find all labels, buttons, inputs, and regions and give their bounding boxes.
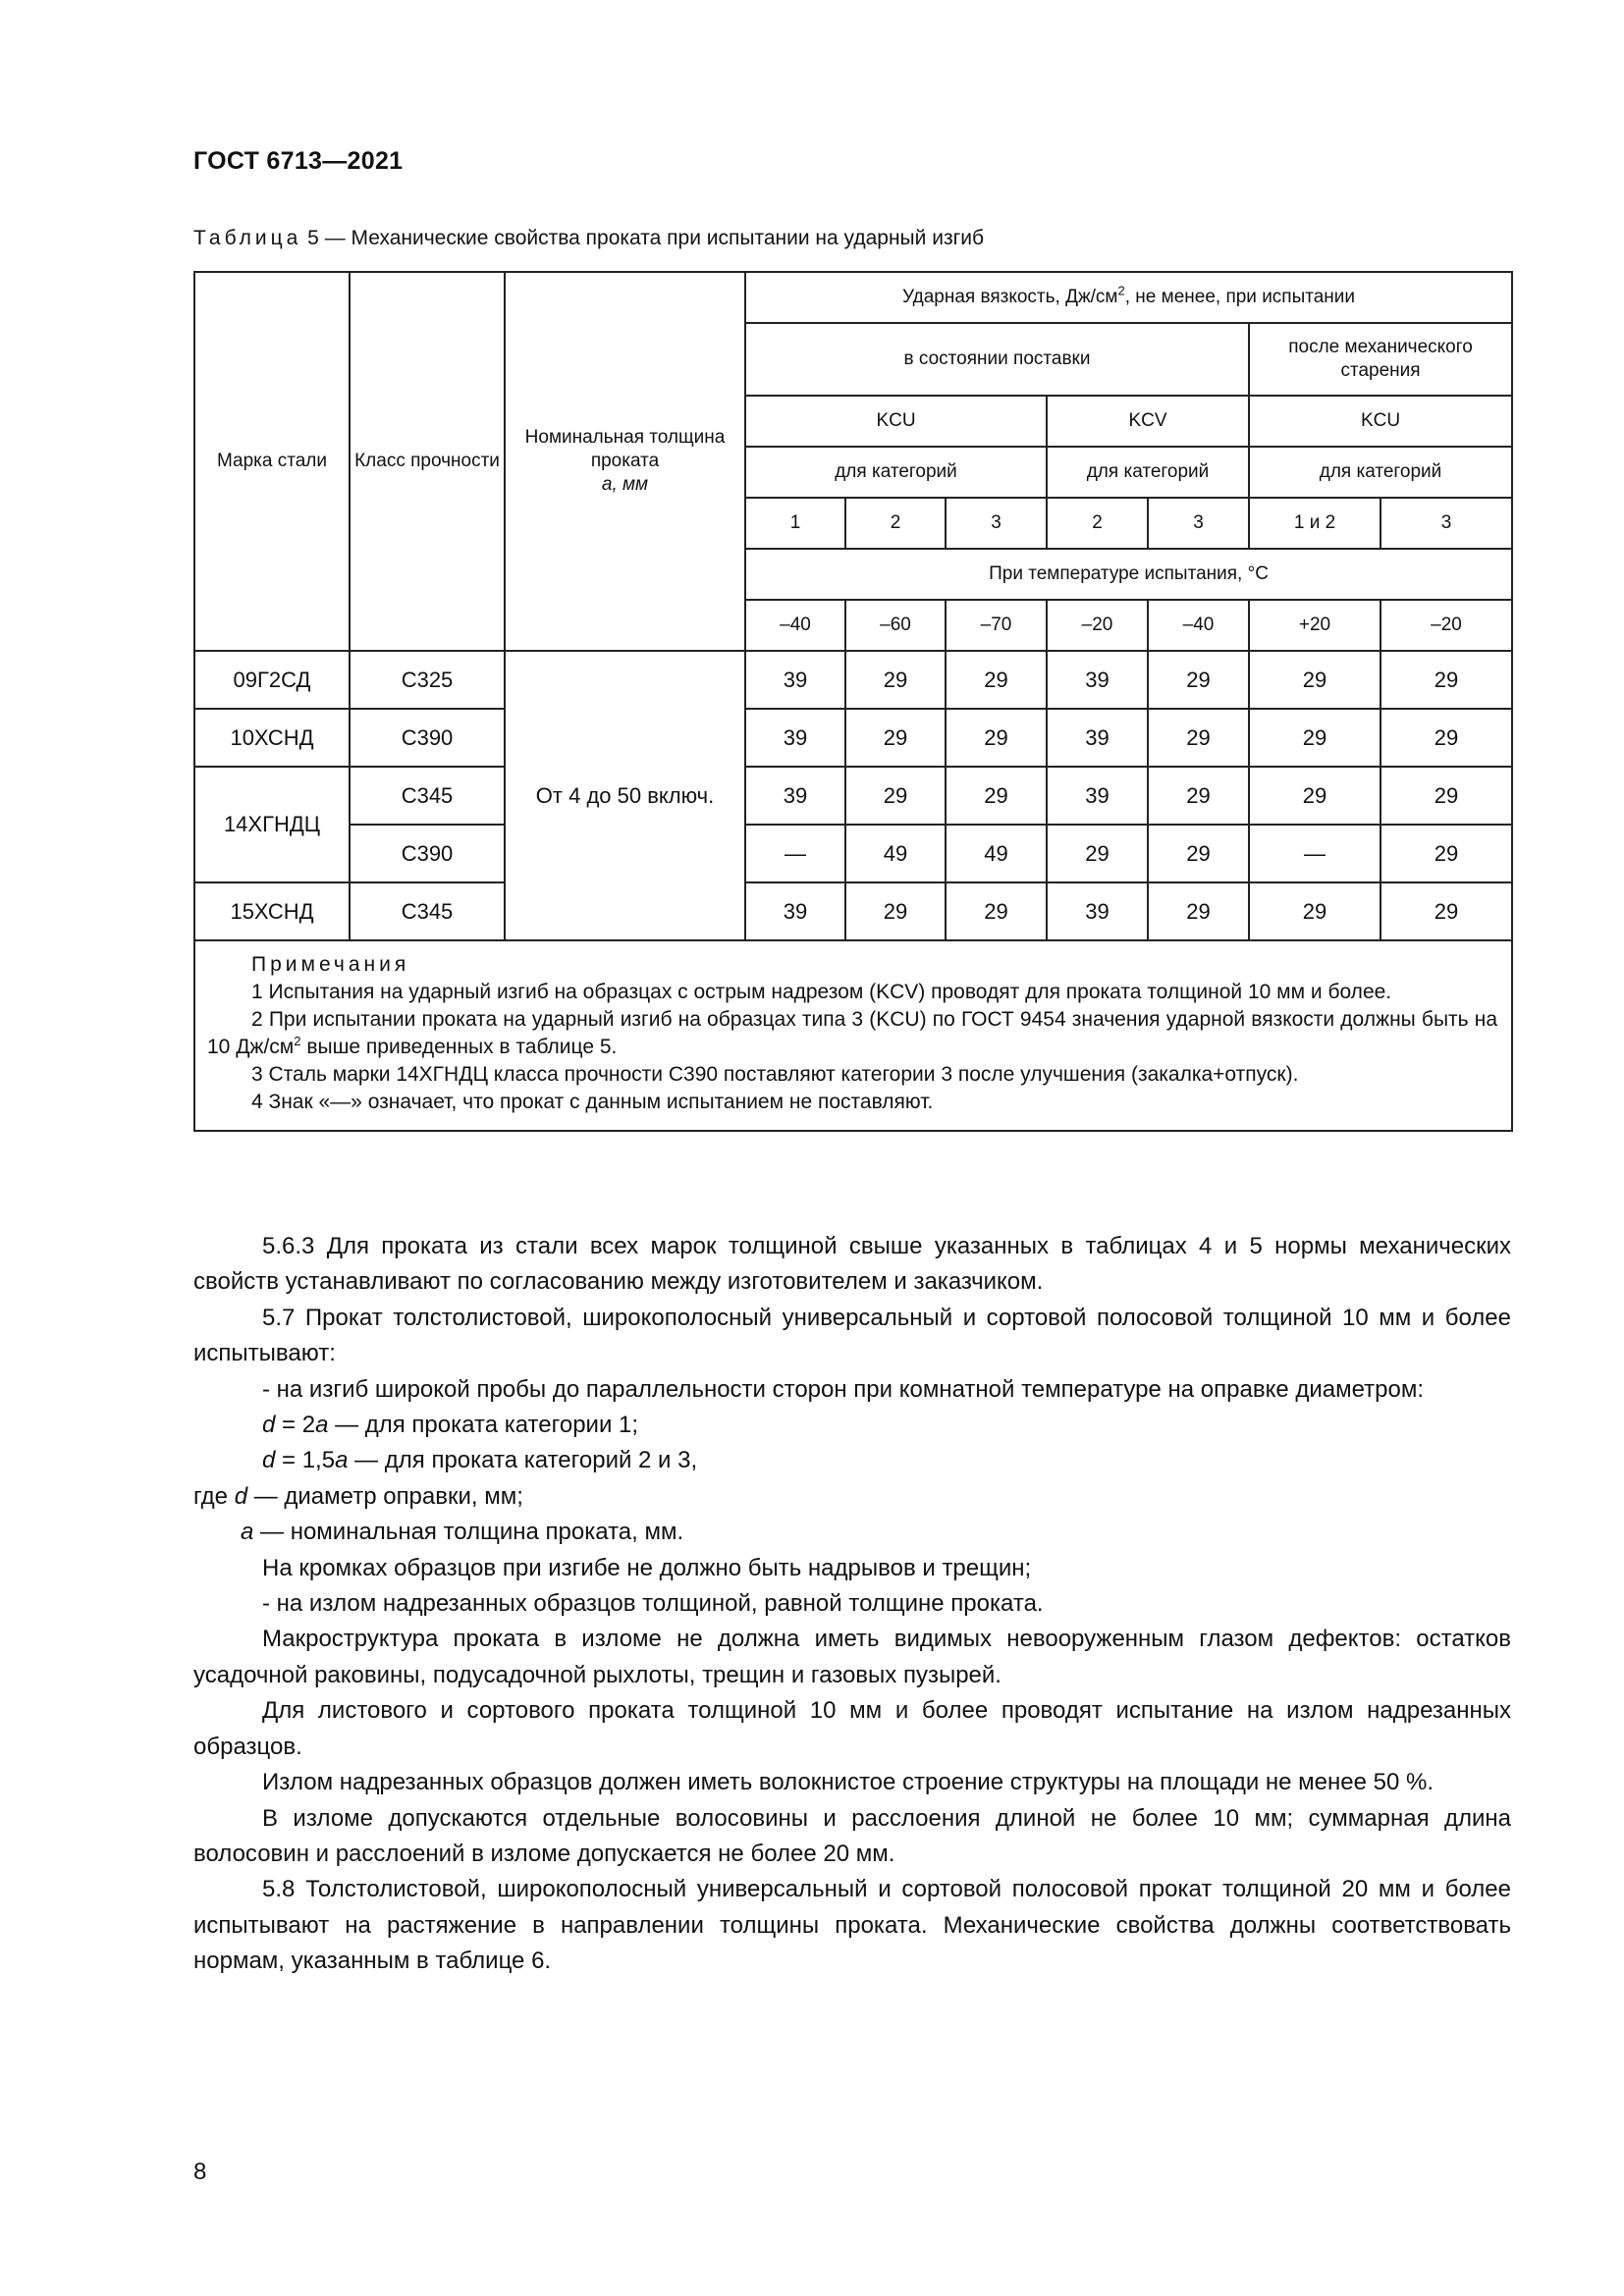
value-cell: 29 <box>946 882 1047 940</box>
category-cell: 1 и 2 <box>1249 498 1380 549</box>
formula-var-a: a <box>335 1447 349 1474</box>
temperature-cell: –70 <box>946 600 1047 651</box>
note-2 <box>207 1006 1497 1061</box>
table-caption-label: Таблица <box>193 227 302 249</box>
formula-var-d: d <box>234 1482 248 1510</box>
value-cell: 29 <box>946 767 1047 825</box>
value-cell: 29 <box>1249 651 1380 709</box>
class-cell: С325 <box>350 651 505 709</box>
type-kcu-delivery: KCU <box>745 396 1047 447</box>
where-text: — диаметр оправки, мм; <box>247 1482 523 1510</box>
grade-cell: 10ХСНД <box>194 709 350 767</box>
value-cell: 29 <box>1380 767 1512 825</box>
temperature-cell: –60 <box>845 600 946 651</box>
formula-var-d: d <box>262 1447 276 1474</box>
value-cell: 29 <box>1148 709 1249 767</box>
paragraph-fracture-test: Для листового и сортового проката толщиной 10 мм и более проводят испытание на излом надрезанных образцов. <box>193 1697 1511 1760</box>
category-cell: 3 <box>1380 498 1512 549</box>
note-2-text: 2 При испытании проката на ударный изгиб на образцах типа 3 (KCU) по ГОСТ 9454 значения ударной вязкости должны быть на 10 Дж/см <box>207 1008 1498 1058</box>
value-cell: 39 <box>745 709 845 767</box>
document-header: ГОСТ 6713—2021 <box>193 147 404 175</box>
cond-aging: после механического старения <box>1249 323 1512 396</box>
cond-delivery: в состоянии поставки <box>745 323 1249 396</box>
paragraph-5-8: 5.8 Толстолистовой, широкополосный универсальный и сортовой полосовой прокат толщиной 20 мм и более испытывают на растяжение в направлении толщины проката. Механические свойства должны соответствовать нормам, указанным в таблице 6. <box>193 1876 1511 1975</box>
value-cell: 29 <box>1380 825 1512 882</box>
value-cell: 29 <box>1380 651 1512 709</box>
paragraph-defects: В изломе допускаются отдельные волосовины и расслоения длиной не более 10 мм; суммарная длина волосовин и расслоений в изломе допускается не более 20 мм. <box>193 1804 1511 1867</box>
paragraph-5-7: 5.7 Прокат толстолистовой, широкополосный универсальный и сортовой полосовой толщиной 10 мм и более испытывают: <box>193 1304 1511 1367</box>
formula-text: = 1,5 <box>275 1447 336 1474</box>
for-categories-1: для категорий <box>745 447 1047 498</box>
category-cell: 3 <box>946 498 1047 549</box>
formula-d-1-5a <box>193 1443 1511 1478</box>
type-kcv-delivery: KCV <box>1047 396 1249 447</box>
col-header-thickness-label: Номинальная толщина проката <box>524 427 726 472</box>
where-text: где <box>193 1482 235 1510</box>
note-3: 3 Сталь марки 14ХГНДЦ класса прочности С390 поставляют категории 3 после улучшения (закалка+отпуск). <box>251 1063 1299 1086</box>
note-1: 1 Испытания на ударный изгиб на образцах с острым надрезом (KCV) проводят для проката толщиной 10 мм и более. <box>251 981 1392 1003</box>
value-cell: 39 <box>1047 767 1148 825</box>
table-row <box>194 709 1512 767</box>
body-text <box>193 1229 1511 1980</box>
value-cell: 29 <box>845 651 946 709</box>
impact-header <box>745 272 1512 323</box>
for-categories-2: для категорий <box>1047 447 1249 498</box>
impact-header-text: Ударная вязкость, Дж/см <box>902 287 1118 308</box>
formula-d-2a <box>193 1408 1511 1443</box>
temperature-cell: –40 <box>1148 600 1249 651</box>
where-d <box>193 1479 1511 1515</box>
grade-cell: 14ХГНДЦ <box>194 767 350 882</box>
category-cell: 3 <box>1148 498 1249 549</box>
table-row <box>194 825 1512 882</box>
impact-header-tail: , не менее, при испытании <box>1124 287 1356 308</box>
value-cell: 29 <box>1148 651 1249 709</box>
value-cell: 39 <box>1047 882 1148 940</box>
value-cell: 29 <box>1249 709 1380 767</box>
temperature-header: При температуре испытания, °С <box>745 549 1512 600</box>
paragraph-fibrous: Излом надрезанных образцов должен иметь волокнистое строение структуры на площади не менее 50 %. <box>262 1769 1435 1796</box>
class-cell: С390 <box>350 825 505 882</box>
value-cell: 39 <box>745 767 845 825</box>
value-cell: 29 <box>1148 882 1249 940</box>
paragraph-macrostructure: Макроструктура проката в изломе не должна иметь видимых невооруженным глазом дефектов: остатков усадочной раковины, подусадочной рыхлоты, трещин и газовых пузырей. <box>193 1626 1511 1688</box>
temperature-cell: –20 <box>1380 600 1512 651</box>
value-cell: 49 <box>946 825 1047 882</box>
class-cell: С345 <box>350 882 505 940</box>
grade-cell: 15ХСНД <box>194 882 350 940</box>
value-cell: 29 <box>845 767 946 825</box>
table-caption <box>193 227 984 250</box>
category-cell: 1 <box>745 498 845 549</box>
formula-text: — для проката категорий 2 и 3, <box>348 1447 698 1474</box>
value-cell: 39 <box>745 882 845 940</box>
formula-var-a: a <box>315 1412 329 1439</box>
value-cell: 39 <box>1047 709 1148 767</box>
value-cell: 29 <box>1380 709 1512 767</box>
table-row <box>194 767 1512 825</box>
for-categories-3: для категорий <box>1249 447 1512 498</box>
col-header-grade: Марка стали <box>194 272 350 651</box>
value-cell: 29 <box>946 651 1047 709</box>
table-notes <box>194 940 1512 1131</box>
paragraph-5-6-3: 5.6.3 Для проката из стали всех марок толщиной свыше указанных в таблицах 4 и 5 нормы механических свойств устанавливают по согласованию между изготовителем и заказчиком. <box>193 1233 1511 1296</box>
impact-header-sup: 2 <box>1117 283 1125 298</box>
value-cell: — <box>1249 825 1380 882</box>
note-4: 4 Знак «—» означает, что прокат с данным испытанием не поставляют. <box>251 1091 934 1113</box>
value-cell: 29 <box>845 882 946 940</box>
value-cell: 29 <box>1148 767 1249 825</box>
formula-text: — для проката категории 1; <box>328 1412 639 1439</box>
type-kcu-aging: KCU <box>1249 396 1512 447</box>
paragraph-fracture: - на излом надрезанных образцов толщиной, равной толщине проката. <box>262 1590 1044 1618</box>
paragraph-bend-test: - на изгиб широкой пробы до параллельности сторон при комнатной температуре на оправке диаметром: <box>262 1375 1425 1403</box>
category-cell: 2 <box>1047 498 1148 549</box>
value-cell: 29 <box>845 709 946 767</box>
temperature-cell: –40 <box>745 600 845 651</box>
page-number: 8 <box>193 2159 207 2185</box>
thickness-cell: От 4 до 50 включ. <box>505 651 745 940</box>
note-2-sup: 2 <box>294 1034 301 1048</box>
class-cell: С345 <box>350 767 505 825</box>
temperature-cell: +20 <box>1249 600 1380 651</box>
col-header-class: Класс прочности <box>350 272 505 651</box>
table-row <box>194 882 1512 940</box>
value-cell: 29 <box>1249 882 1380 940</box>
value-cell: 39 <box>1047 651 1148 709</box>
where-a <box>193 1515 1511 1550</box>
value-cell: 29 <box>1148 825 1249 882</box>
grade-cell: 09Г2СД <box>194 651 350 709</box>
temperature-cell: –20 <box>1047 600 1148 651</box>
value-cell: 29 <box>1380 882 1512 940</box>
value-cell: — <box>745 825 845 882</box>
value-cell: 39 <box>745 651 845 709</box>
notes-title: Примечания <box>251 953 410 976</box>
formula-var-a: a <box>241 1519 254 1546</box>
note-2-tail: выше приведенных в таблице 5. <box>300 1036 618 1058</box>
paragraph-edges: На кромках образцов при изгибе не должно быть надрывов и трещин; <box>262 1554 1032 1581</box>
impact-properties-table <box>193 271 1513 1132</box>
formula-var-d: d <box>262 1412 276 1439</box>
col-header-thickness <box>505 272 745 651</box>
formula-text: = 2 <box>275 1412 316 1439</box>
class-cell: С390 <box>350 709 505 767</box>
category-cell: 2 <box>845 498 946 549</box>
value-cell: 29 <box>946 709 1047 767</box>
where-text: — номинальная толщина проката, мм. <box>253 1519 684 1546</box>
table-row <box>194 651 1512 709</box>
table-caption-text: 5 — Механические свойства проката при испытании на ударный изгиб <box>301 227 984 249</box>
value-cell: 29 <box>1047 825 1148 882</box>
value-cell: 49 <box>845 825 946 882</box>
value-cell: 29 <box>1249 767 1380 825</box>
col-header-thickness-unit: a, мм <box>601 473 649 495</box>
